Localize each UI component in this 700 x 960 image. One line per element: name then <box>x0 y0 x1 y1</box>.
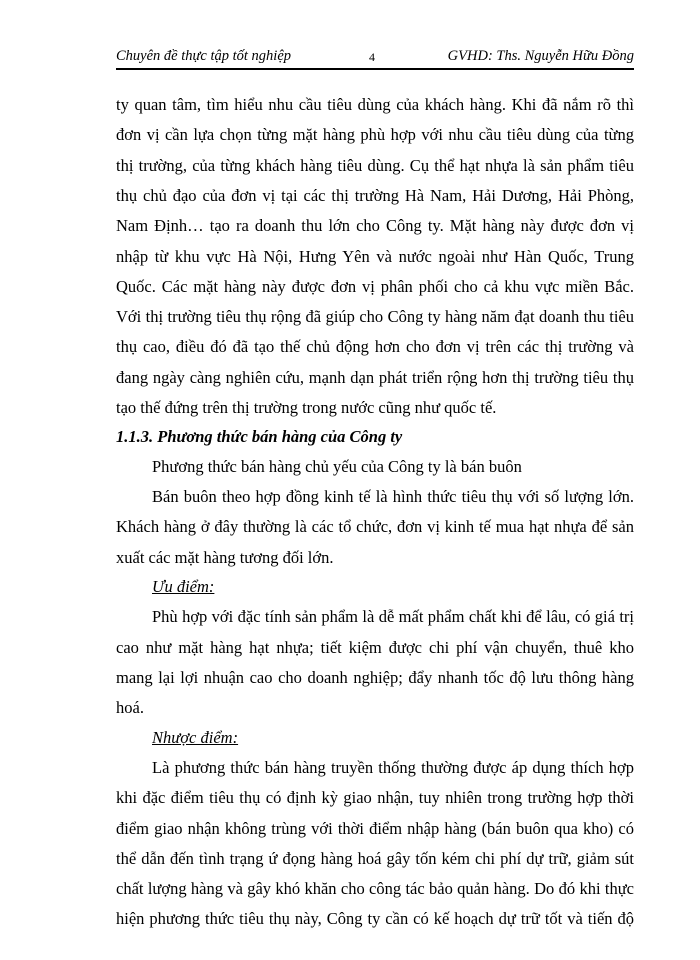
body-line: Phương thức bán hàng chủ yếu của Công ty là bán buôn <box>152 457 522 476</box>
disadvantages-heading: Nhược điểm: <box>152 728 239 747</box>
page-header <box>116 42 634 70</box>
body-line: nhập từ khu vực Hà Nội, Hưng Yên và nước ngoài như Hàn Quốc, Trung <box>116 247 634 266</box>
body-line: Bán buôn theo hợp đồng kinh tế là hình thức tiêu thụ với số lượng lớn. <box>152 487 634 506</box>
body-line: Phù hợp với đặc tính sản phẩm là dễ mất phẩm chất khi để lâu, có giá trị <box>152 607 634 626</box>
page-number: 4 <box>369 50 375 64</box>
body-line: Khách hàng ở đây thường là các tổ chức, đơn vị kinh tế mua hạt nhựa để sản <box>116 517 634 536</box>
body-line: khi đặc điểm tiêu thụ có định kỳ giao nhận, tuy nhiên trong trường hợp thời <box>116 788 634 807</box>
body-line: xuất các mặt hàng tương đối lớn. <box>116 548 334 567</box>
header-title: Chuyên đề thực tập tốt nghiệp <box>116 48 292 64</box>
body-line-overflow: hiện phương thức tiêu thụ này, Công ty cần có kế hoạch dự trữ tốt và tiến độ <box>116 909 634 928</box>
body-line: điểm giao nhận không trùng với thời điểm nhập hàng (bán buôn qua kho) có <box>116 819 634 838</box>
body-line: ty quan tâm, tìm hiểu nhu cầu tiêu dùng của khách hàng. Khi đã nắm rõ thì <box>116 95 634 114</box>
body-line: thụ cao, điều đó đã tạo thế chủ động hơn cho đơn vị trên các thị trường và <box>116 337 634 356</box>
body-line: đang ngày càng nghiên cứu, mạnh dạn phát triển rộng hơn thị trường tiêu thụ <box>116 368 634 387</box>
body-line: đơn vị cần lựa chọn từng mặt hàng phù hợp với nhu cầu tiêu dùng của từng <box>116 125 634 144</box>
body-line: Quốc. Các mặt hàng này được đơn vị phân phối cho cả khu vực miền Bắc. <box>116 277 634 296</box>
section-heading: 1.1.3. Phương thức bán hàng của Công ty <box>116 427 403 446</box>
body-line: thể dẫn đến tình trạng ứ đọng hàng hoá gây tốn kém chi phí dự trữ, giảm sút <box>116 849 634 868</box>
body-line: thụ chủ đạo của đơn vị tại các thị trường Hà Nam, Hải Dương, Hải Phòng, <box>116 186 634 205</box>
body-line: Với thị trường tiêu thụ rộng đã giúp cho Công ty hàng năm đạt doanh thu tiêu <box>116 307 634 326</box>
body-line: chất lượng hàng và gây khó khăn cho công tác bảo quản hàng. Do đó khi thực <box>116 879 634 898</box>
body-line: cao như mặt hàng hạt nhựa; tiết kiệm được chi phí vận chuyển, thuê kho <box>116 638 634 657</box>
body-line: tạo thế đứng trên thị trường trong nước cũng như quốc tế. <box>116 398 497 417</box>
body-line: mang lại lợi nhuận cao cho doanh nghiệp; đẩy nhanh tốc độ lưu thông hàng <box>116 668 634 687</box>
body-line: Nam Định… tạo ra doanh thu lớn cho Công ty. Mặt hàng này được đơn vị <box>116 216 634 235</box>
header-advisor: GVHD: Ths. Nguyễn Hữu Đồng <box>447 48 634 64</box>
advantages-heading: Ưu điểm: <box>152 577 215 596</box>
body-line: thị trường, của từng khách hàng tiêu dùng. Cụ thể hạt nhựa là sản phẩm tiêu <box>116 156 634 175</box>
body-line: hoá. <box>116 698 144 717</box>
body-line: Là phương thức bán hàng truyền thống thường được áp dụng thích hợp <box>152 758 634 777</box>
